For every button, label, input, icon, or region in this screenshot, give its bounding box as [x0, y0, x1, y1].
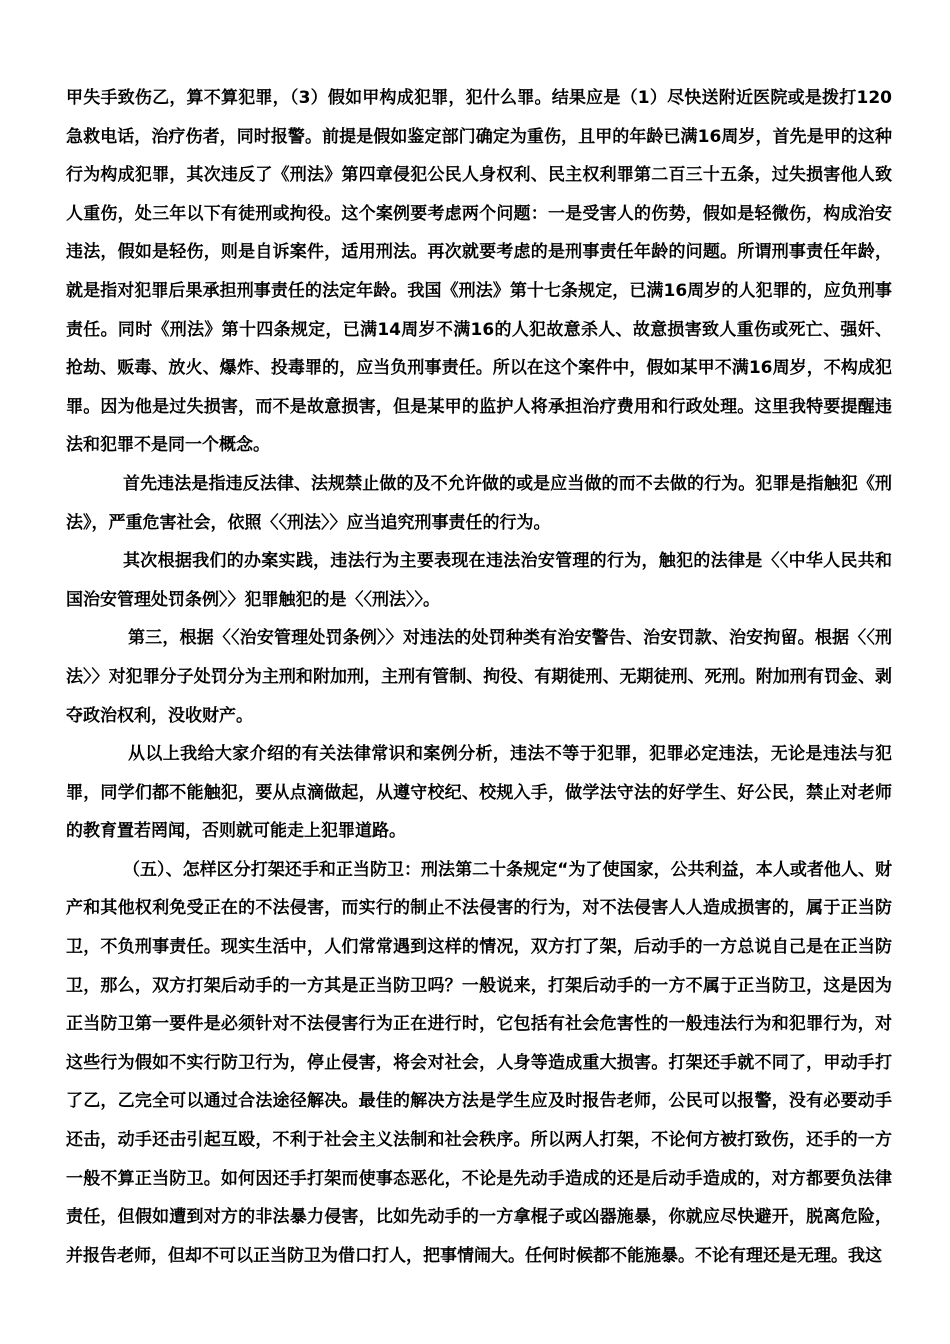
paragraph-summary: 从以上我给大家介绍的有关法律常识和案例分析，违法不等于犯罪，犯罪必定违法，无论是违法与犯罪，同学们都不能触犯，要从点滴做起，从遵守校纪、校规入手，做学法守法的好学生、好公民，禁止对老师的教育置若罔闻，否则就可能走上犯罪道路。 [66, 744, 892, 842]
paragraph-practice: 其次根据我们的办案实践，违法行为主要表现在违法治安管理的行为，触犯的法律是〈〈中华人民共和国治安管理处罚条例〉〉犯罪触犯的是〈〈刑法〉〉。 [66, 551, 892, 610]
paragraph-penalties: 第三，根据〈〈治安管理处罚条例〉〉对违法的处罚种类有治安警告、治安罚款、治安拘留。根据〈〈刑法〉〉对犯罪分子处罚分为主刑和附加刑，主刑有管制、拘役、有期徒刑、无期徒刑、死刑。附加刑有罚金、剥夺政治权利，没收财产。 [66, 628, 892, 726]
paragraph-self-defense: （五）、怎样区分打架还手和正当防卫：刑法第二十条规定“为了使国家，公共利益，本人或者他人、财产和其他权利免受正在的不法侵害，而实行的制止不法侵害的行为，对不法侵害人人造成损害的，属于正当防卫，不负刑事责任。现实生活中，人们常常遇到这样的情况，双方打了架，后动手的一方总说自己是在正当防卫，那么，双方打架后动手的一方其是正当防卫吗？一般说来，打架后动手的一方不属于正当防卫，这是因为正当防卫第一要件是必须针对不法侵害行为正在进行时，它包括有社会危害性的一般违法行为和犯罪行为，对这些行为假如不实行防卫行为，停止侵害，将会对社会，人身等造成重大损害。打架还手就不同了，甲动手打了乙，乙完全可以通过合法途径解决。最佳的解决方法是学生应及时报告老师，公民可以报警，没有必要动手还击，动手还击引起互殴，不利于社会主义法制和社会秩序。所以两人打架，不论何方被打致伤，还手的一方一般不算正当防卫。如何因还手打架而使事态恶化，不论是先动手造成的还是后动手造成的，对方都要负法律责任，但假如遭到对方的非法暴力侵害，比如先动手的一方拿棍子或凶器施暴，你就应尽快避开，脱离危险，并报告老师，但却不可以正当防卫为借口打人，把事情闹大。任何时候都不能施暴。不论有理还是无理。我这 [66, 859, 892, 1266]
paragraph-definition-violation: 首先违法是指违反法律、法规禁止做的及不允许做的或是应当做的而不去做的行为。犯罪是指触犯《刑法》，严重危害社会，依照〈〈刑法〉〉应当追究刑事责任的行为。 [66, 473, 892, 533]
paragraph-case-analysis: 甲失手致伤乙，算不算犯罪，（3）假如甲构成犯罪，犯什么罪。结果应是（1）尽快送附近医院或是拨打120急救电话，治疗伤者，同时报警。前提是假如鉴定部门确定为重伤，且甲的年龄已满16周岁，首先是甲的这种行为构成犯罪，其次违反了《刑法》第四章侵犯公民人身权利、民主权利罪第二百三十五条，过失损害他人致人重伤，处三年以下有徒刑或拘役。这个案例要考虑两个问题：一是受害人的伤势，假如是轻微伤，构成治安违法，假如是轻伤，则是自诉案件，适用刑法。再次就要考虑的是刑事责任年龄的问题。所谓刑事责任年龄，就是指对犯罪后果承担刑事责任的法定年龄。我国《刑法》第十七条规定，已满16周岁的人犯罪的，应负刑事责任。同时《刑法》第十四条规定，已满14周岁不满16的人犯故意杀人、故意损害致人重伤或死亡、强奸、抢劫、贩毒、放火、爆炸、投毒罪的，应当负刑事责任。所以在这个案件中，假如某甲不满16周岁，不构成犯罪。因为他是过失损害，而不是故意损害，但是某甲的监护人将承担治疗费用和行政处理。这里我特要提醒违法和犯罪不是同一个概念。 [66, 88, 892, 456]
